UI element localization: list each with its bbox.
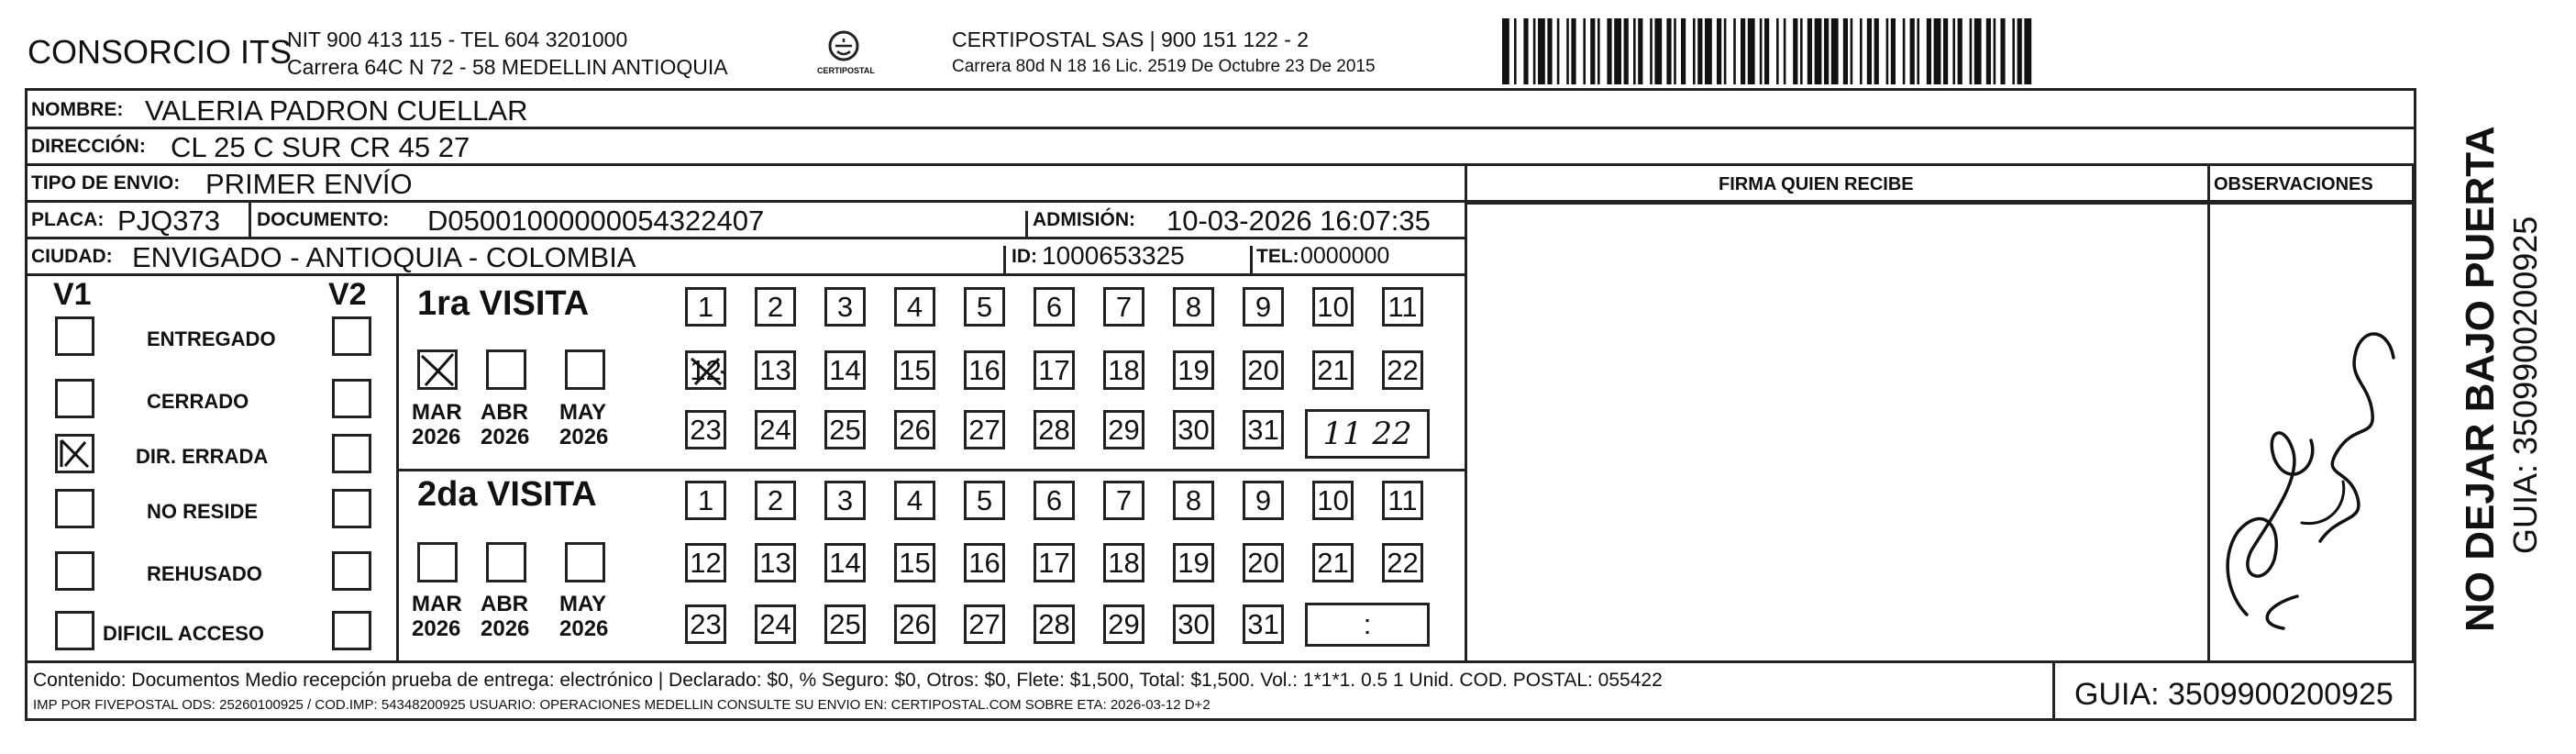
barcode-bar [2012,18,2015,84]
ciudad-value: ENVIGADO - ANTIOQUIA - COLOMBIA [132,241,636,273]
visit2-day-number: 28 [1038,607,1070,640]
visit2-day-box[interactable] [685,604,726,644]
visit2-day-box[interactable] [1034,481,1075,520]
v1-checkbox-dir-errada[interactable] [55,434,94,473]
visit1-day-box[interactable] [1312,287,1354,327]
carrier-address: Carrera 80d N 18 16 Lic. 2519 De Octubre 23 De 2015 [952,57,1376,76]
visit1-day-box[interactable] [1103,410,1144,449]
placa-label: PLACA: [31,209,105,230]
barcode-bar [1514,18,1517,84]
visit2-day-number: 19 [1177,546,1210,579]
firma-header: FIRMA QUIEN RECIBE [1719,174,1914,194]
visit1-day-number: 10 [1317,290,1349,323]
documento-label: DOCUMENTO: [257,209,390,230]
v2-checkbox-entregado[interactable] [332,316,371,356]
barcode [1502,18,2236,84]
direccion-label: DIRECCIÓN: [31,136,146,157]
visit2-day-box[interactable] [1312,543,1354,582]
barcode-bar [1793,18,1797,84]
tel-label: TEL: [1256,246,1299,267]
visit2-day-number: 24 [759,607,791,640]
visit1-day-number: 28 [1038,413,1070,446]
visit2-day-box[interactable] [1103,481,1144,520]
visit2-day-number: 20 [1247,546,1279,579]
barcode-bar [1697,18,1702,84]
visit2-day-box[interactable] [1173,481,1214,520]
v2-checkbox-no-reside[interactable] [332,489,371,528]
id-label: ID: [1012,246,1037,267]
footer-guia: GUIA: 3509900200925 [2074,677,2394,712]
barcode-bar [1910,18,1915,84]
visit2-day-box[interactable] [1173,543,1214,582]
barcode-bar [1607,18,1611,84]
visit2-month-box-mar[interactable] [417,542,458,582]
tel-value: 0000000 [1300,243,1390,269]
barcode-bar [1860,18,1863,84]
visit1-day-box[interactable] [1173,410,1214,449]
visit1-day-box[interactable] [685,287,726,327]
visit1-day-box[interactable] [824,350,866,390]
visit1-year-label: 2026 [559,425,609,449]
barcode-bar [1693,18,1696,84]
visit2-day-number: 1 [697,483,714,516]
visit1-title: 1ra VISITA [417,284,590,323]
visit2-day-box[interactable] [964,543,1005,582]
visit1-month-label: MAR [412,400,462,425]
barcode-bar [1583,18,1586,84]
visit2-day-box[interactable] [685,543,726,582]
visit2-day-box[interactable] [1034,543,1075,582]
visit2-month-label: ABR [481,592,528,616]
status-label-dificil-acceso: DIFICIL ACCESO [103,622,265,645]
visit2-day-box[interactable] [755,543,796,582]
barcode-bar [1523,18,1528,84]
visit2-day-box[interactable] [964,481,1005,520]
company-nit: NIT 900 413 115 - TEL 604 3201000 [287,28,628,51]
status-label-entregado: ENTREGADO [147,327,276,350]
v1-checkbox-rehusado[interactable] [55,551,94,591]
barcode-bar [1927,18,1931,84]
visit2-day-box[interactable] [824,543,866,582]
barcode-bar [1760,18,1763,84]
barcode-bar [1638,18,1642,84]
visit1-day-box[interactable] [1173,287,1214,327]
visit1-year-label: 2026 [481,425,530,449]
visit1-day-number: 12 [690,353,722,386]
visit2-day-box[interactable] [894,543,935,582]
visit1-day-box[interactable] [894,287,935,327]
barcode-bar [1741,18,1745,84]
direccion-value: CL 25 C SUR CR 45 27 [171,131,470,163]
footer-imp: IMP POR FIVEPOSTAL ODS: 25260100925 / COD.IMP: 54348200925 USUARIO: OPERACIONES MEDELLIN CONSULTE SU ENVIO EN: CERTIPOSTAL.COM SOBRE ETA: 2026-03-12 D+2 [33,697,1211,713]
barcode-bar [1654,18,1662,84]
visit2-day-number: 29 [1108,607,1140,640]
barcode-bar [1571,18,1575,84]
documento-value: D05001000000054322407 [427,205,765,237]
visit2-day-number: 10 [1317,483,1349,516]
barcode-bar [1952,18,1955,84]
visit2-day-number: 6 [1045,483,1063,516]
visit2-day-number: 26 [899,607,931,640]
carrier-line: CERTIPOSTAL SAS | 900 151 122 - 2 [952,28,1310,51]
v1-checkbox-entregado[interactable] [55,316,94,356]
visit2-day-number: 15 [899,546,931,579]
visit1-day-number: 27 [968,413,1001,446]
status-label-rehusado: REHUSADO [147,562,262,585]
visit2-day-box[interactable] [1382,481,1423,520]
visit1-day-number: 15 [899,353,931,386]
visit1-day-box[interactable] [685,350,726,390]
visit1-day-number: 7 [1115,290,1133,323]
visit1-day-box[interactable] [755,287,796,327]
visit1-day-number: 19 [1177,353,1210,386]
visit2-day-box[interactable] [1173,604,1214,644]
barcode-bar [1824,18,1829,84]
visit1-day-box[interactable] [894,410,935,449]
barcode-bar [1800,18,1803,84]
placa-value: PJQ373 [117,205,221,237]
visit1-day-box[interactable] [1103,350,1144,390]
company-address: Carrera 64C N 72 - 58 MEDELLIN ANTIOQUIA [287,55,728,79]
visit2-month-label: MAY [559,592,607,616]
visit2-day-box[interactable] [755,604,796,644]
visit2-day-number: 7 [1115,483,1133,516]
footer-contenido: Contenido: Documentos Medio recepción prueba de entrega: electrónico | Declarado: $0, % Seguro: $0, Otros: $0, Flete: $1,500, Total: $1,500. Vol.: 1*1*1. 0.5 1 Unid. COD. POSTAL: 055422 [33,670,1663,691]
visit1-day-box[interactable] [1382,350,1423,390]
visit2-month-box-abr[interactable] [486,542,526,582]
visit1-day-box[interactable] [1103,287,1144,327]
visit2-day-number: 11 [1388,483,1418,516]
visit2-year-label: 2026 [412,616,461,641]
handwritten-signature [2210,294,2412,651]
visit1-day-number: 31 [1247,413,1279,446]
visit2-day-box[interactable] [685,481,726,520]
visit1-day-number: 14 [829,353,861,386]
visit1-day-box[interactable] [1034,287,1075,327]
visit2-day-number: 23 [690,607,722,640]
visit1-day-number: 24 [759,413,791,446]
visit1-day-box[interactable] [755,410,796,449]
visit1-time-box[interactable] [1305,409,1430,459]
visit1-day-number: 3 [836,290,854,323]
side-warning: NO DEJAR BAJO PUERTA [2458,126,2503,632]
barcode-bar [1733,18,1736,84]
visit1-time-handwritten: 11 22 [1322,416,1412,452]
barcode-bar [1917,18,1919,84]
visit2-day-number: 27 [968,607,1001,640]
visit1-day-number: 9 [1255,290,1272,323]
visit2-day-box[interactable] [1103,543,1144,582]
visit1-year-label: 2026 [412,425,461,449]
barcode-bar [1666,18,1671,84]
visit2-day-box[interactable] [824,481,866,520]
barcode-bar [1650,18,1653,84]
visit2-day-number: 30 [1177,607,1210,640]
visit2-day-number: 14 [829,546,861,579]
barcode-bar [1784,18,1786,84]
barcode-bar [1867,18,1872,84]
visit1-day-number: 30 [1177,413,1210,446]
nombre-value: VALERIA PADRON CUELLAR [145,94,528,127]
barcode-bar [2000,18,2005,84]
ciudad-label: CIUDAD: [31,246,113,267]
admision-label: ADMISIÓN: [1033,209,1135,230]
visit1-day-box[interactable] [964,350,1005,390]
visit2-day-box[interactable] [1243,543,1284,582]
barcode-bar [1705,18,1712,84]
v1-checkbox-cerrado[interactable] [55,379,94,418]
visit2-day-number: 3 [836,483,854,516]
visit1-month-box-abr[interactable] [486,349,526,390]
visit2-day-number: 17 [1038,546,1070,579]
visit2-day-number: 25 [829,607,861,640]
status-label-no-reside: NO RESIDE [147,500,259,523]
barcode-bar [1724,18,1727,84]
visit1-day-number: 8 [1185,290,1202,323]
visit1-day-number: 6 [1045,290,1063,323]
barcode-bar [1831,18,1839,84]
logo-text: CERTIPOSTAL [817,66,875,75]
visit1-month-label: MAY [559,400,607,425]
visit1-day-box[interactable] [1243,410,1284,449]
barcode-bar [1764,18,1769,84]
visit1-day-box[interactable] [964,410,1005,449]
v1-header: V1 [53,277,92,312]
visit2-day-box[interactable] [894,481,935,520]
day-cross-mark [688,353,724,387]
barcode-bar [1590,18,1595,84]
visit1-day-box[interactable] [894,350,935,390]
barcode-bar [1674,18,1676,84]
side-guia: GUIA: 3509900200925 [2506,216,2544,554]
visit2-day-box[interactable] [1034,604,1075,644]
visit2-day-box[interactable] [755,481,796,520]
visit1-day-box[interactable] [824,287,866,327]
visit2-day-number: 18 [1108,546,1140,579]
visit2-day-number: 5 [976,483,993,516]
company-name: CONSORCIO ITS [28,33,293,71]
barcode-bar [1986,18,1991,84]
visit2-day-box[interactable] [1312,481,1354,520]
admision-value: 10-03-2026 16:07:35 [1166,205,1431,237]
visit1-day-box[interactable] [1173,350,1214,390]
visit1-day-number: 13 [759,353,791,386]
barcode-bar [1970,18,1973,84]
barcode-bar [1547,18,1552,84]
barcode-bar [1958,18,1962,84]
visit1-day-number: 29 [1108,413,1140,446]
barcode-bar [1974,18,1982,84]
barcode-bar [1903,18,1906,84]
barcode-bar [1815,18,1822,84]
barcode-bar [1566,18,1569,84]
visit1-day-box[interactable] [964,287,1005,327]
barcode-bar [1874,18,1879,84]
barcode-bar [1943,18,1948,84]
visit1-day-box[interactable] [1382,287,1423,327]
visit2-year-label: 2026 [559,616,609,641]
visit1-day-box[interactable] [685,410,726,449]
visit1-day-number: 17 [1038,353,1070,386]
visit2-day-box[interactable] [1103,604,1144,644]
visit1-month-box-mar[interactable] [417,349,458,390]
visit1-day-number: 4 [906,290,923,323]
visit1-day-number: 23 [690,413,722,446]
visit1-day-number: 21 [1317,353,1349,386]
visit2-day-number: 22 [1387,546,1419,579]
visit2-month-box-may[interactable] [565,542,605,582]
v2-checkbox-rehusado[interactable] [332,551,371,591]
visit1-day-box[interactable] [824,410,866,449]
id-value: 1000653325 [1042,241,1185,270]
visit2-day-box[interactable] [964,604,1005,644]
visit1-day-number: 22 [1387,353,1419,386]
tipo-value: PRIMER ENVÍO [205,168,413,200]
barcode-bar [1633,18,1636,84]
visit2-day-number: 4 [906,483,923,516]
v2-checkbox-dificil-acceso[interactable] [332,611,371,650]
visit1-day-number: 20 [1247,353,1279,386]
visit1-month-box-may[interactable] [565,349,605,390]
visit1-day-number: 1 [697,290,714,323]
visit2-time-placeholder: : [1363,608,1372,640]
visit2-day-number: 13 [759,546,791,579]
visit2-month-label: MAR [412,592,462,616]
barcode-bar [1681,18,1686,84]
visit2-day-box[interactable] [1382,543,1423,582]
visit2-day-number: 16 [968,546,1001,579]
v2-header: V2 [328,277,367,312]
barcode-bar [1934,18,1941,84]
barcode-bar [1533,18,1536,84]
barcode-bar [1891,18,1896,84]
visit2-day-box[interactable] [824,604,866,644]
visit1-day-number: 5 [976,290,993,323]
barcode-bar [1994,18,1996,84]
barcode-bar [2024,18,2031,84]
barcode-bar [1776,18,1779,84]
visit2-day-number: 9 [1255,483,1272,516]
certipostal-logo [812,26,876,81]
barcode-bar [1614,18,1621,84]
visit2-time-box[interactable] [1305,603,1430,647]
visit1-day-number: 2 [767,290,784,323]
visit1-day-box[interactable] [1034,350,1075,390]
barcode-bar [1624,18,1629,84]
visit2-day-box[interactable] [1243,481,1284,520]
barcode-bar [2018,18,2022,84]
visit1-day-box[interactable] [1243,350,1284,390]
visit2-day-number: 21 [1317,546,1349,579]
visit2-day-box[interactable] [894,604,935,644]
barcode-bar [1538,18,1545,84]
visit2-day-number: 8 [1185,483,1202,516]
v1-checkbox-no-reside[interactable] [55,489,94,528]
barcode-bar [1851,18,1853,84]
nombre-label: NOMBRE: [31,99,124,120]
v2-checkbox-dir-errada[interactable] [332,434,371,473]
visit1-day-box[interactable] [755,350,796,390]
visit1-day-number: 16 [968,353,1001,386]
barcode-bar [1557,18,1560,84]
tipo-label: TIPO DE ENVIO: [31,172,181,194]
observaciones-header: OBSERVACIONES [2214,174,2373,194]
status-label-dir-errada: DIR. ERRADA [136,445,269,468]
visit2-day-number: 2 [767,483,784,516]
visit1-day-box[interactable] [1243,287,1284,327]
visit2-day-number: 12 [690,546,722,579]
barcode-bar [1843,18,1848,84]
visit2-title: 2da VISITA [417,475,597,514]
barcode-bar [1598,18,1600,84]
visit2-year-label: 2026 [481,616,530,641]
status-label-cerrado: CERRADO [147,390,249,413]
visit1-day-box[interactable] [1034,410,1075,449]
v1-checkbox-dificil-acceso[interactable] [55,611,94,650]
visit1-day-number: 18 [1108,353,1140,386]
barcode-bar [1886,18,1889,84]
visit1-day-number: 25 [829,413,861,446]
barcode-bar [1717,18,1721,84]
barcode-bar [1808,18,1812,84]
visit1-month-label: ABR [481,400,528,425]
visit2-day-box[interactable] [1243,604,1284,644]
visit1-day-box[interactable] [1312,350,1354,390]
v2-checkbox-cerrado[interactable] [332,379,371,418]
visit1-day-number: 11 [1388,290,1418,323]
barcode-bar [1748,18,1755,84]
barcode-bar [1502,18,1509,84]
visit2-day-number: 31 [1247,607,1279,640]
visit1-day-number: 26 [899,413,931,446]
